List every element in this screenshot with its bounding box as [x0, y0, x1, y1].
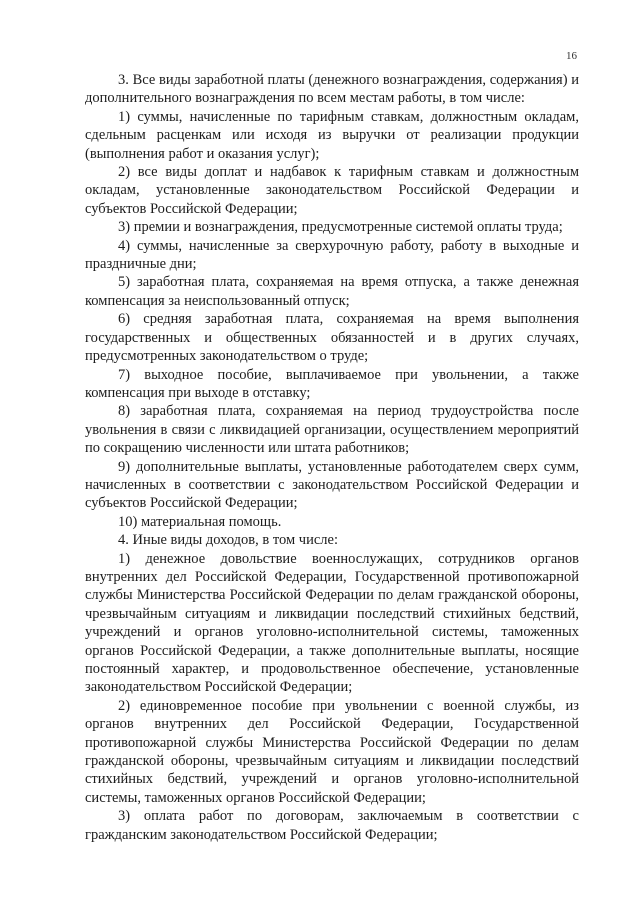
list-item: 1) денежное довольствие военнослужащих, сотрудников органов внутренних дел Российской Федерации, Государственной противопожарной службы Министерства Российской Федерации по делам гражданской обороны, чрезвычайным ситуациям и ликвидации последствий стихийных бедствий, учреждений и органов уголовно-исполнительной системы, таможенных органов Российской Федерации, а также дополнительные выплаты, носящие постоянный характер, и продовольственное обеспечение, установленные законодательством Российской Федерации;	[85, 550, 579, 696]
list-item: 2) единовременное пособие при увольнении с военной службы, из органов внутренних дел Российской Федерации, Государственной противопожарной службы Министерства Российской Федерации по делам гражданской обороны, чрезвычайным ситуациям и ликвидации последствий стихийных бедствий, учреждений и органов уголовно-исполнительной системы, таможенных органов Российской Федерации;	[85, 697, 579, 806]
paragraph-section-4: 4. Иные виды доходов, в том числе:	[118, 532, 338, 549]
list-item: 3) премии и вознаграждения, предусмотренные системой оплаты труда;	[118, 219, 563, 236]
list-item: 9) дополнительные выплаты, установленные работодателем сверх сумм, начисленных в соответствии с законодательством Российской Федерации и субъектов Российской Федерации;	[85, 458, 579, 512]
document-body	[85, 71, 579, 844]
list-item: 8) заработная плата, сохраняемая на период трудоустройства после увольнения в связи с ликвидацией организации, осуществлением мероприятий по сокращению численности или штата работников;	[85, 403, 579, 457]
list-item: 4) суммы, начисленные за сверхурочную работу, работу в выходные и праздничные дни;	[85, 237, 579, 273]
paragraph-section-3: 3. Все виды заработной платы (денежного вознаграждения, содержания) и дополнительного вознаграждения по всем местам работы, в том числе:	[85, 72, 579, 107]
page-number: 16	[566, 50, 577, 62]
list-item: 6) средняя заработная плата, сохраняемая на время выполнения государственных и общественных обязанностей и в других случаях, предусмотренных законодательством о труде;	[85, 311, 579, 365]
list-item: 5) заработная плата, сохраняемая на время отпуска, а также денежная компенсация за неиспользованный отпуск;	[85, 274, 579, 309]
list-item: 2) все виды доплат и надбавок к тарифным ставкам и должностным окладам, установленные законодательством Российской Федерации и субъектов Российской Федерации;	[85, 164, 579, 217]
list-item: 3) оплата работ по договорам, заключаемым в соответствии с гражданским законодательством Российской Федерации;	[85, 808, 579, 843]
list-item: 10) материальная помощь.	[118, 513, 282, 530]
list-item: 7) выходное пособие, выплачиваемое при увольнении, а также компенсация при выходе в отставку;	[85, 366, 579, 401]
list-item: 1) суммы, начисленные по тарифным ставкам, должностным окладам, сдельным расценкам или исходя из выручки от реализации продукции (выполнения работ и оказания услуг);	[85, 108, 579, 162]
